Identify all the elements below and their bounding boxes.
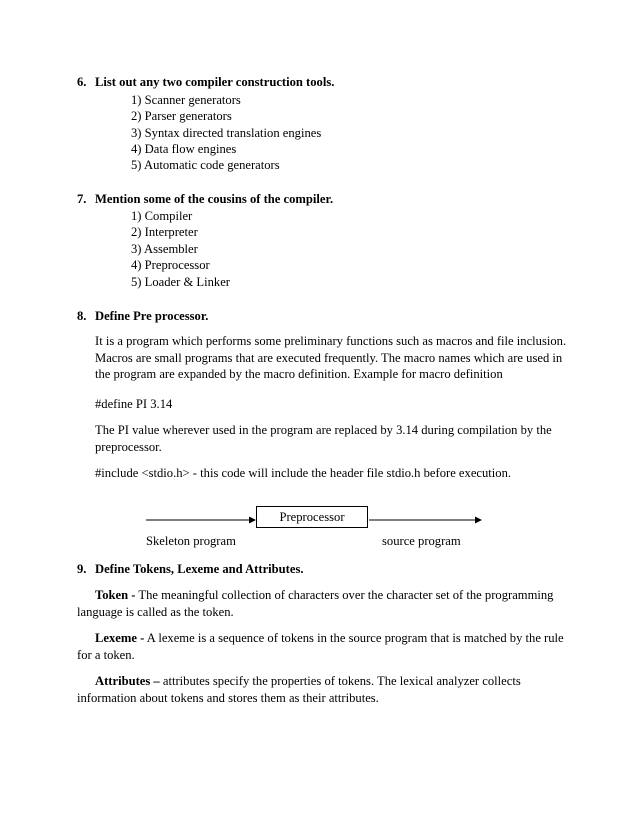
token-text: The meaningful collection of characters over the character set of the programming language is called as the token. <box>77 588 554 619</box>
list-item: 2) Parser generators <box>131 109 232 123</box>
q7-title: Mention some of the cousins of the compiler. <box>95 192 334 206</box>
list-item: 4) Data flow engines <box>131 142 237 156</box>
source-program-label: source program <box>382 534 461 548</box>
q8-include-example: #include <stdio.h> - this code will include the header file stdio.h before execution. <box>95 466 512 480</box>
list-item: 5) Automatic code generators <box>131 158 280 172</box>
list-item: 3) Syntax directed translation engines <box>131 126 322 140</box>
q8-number: 8. <box>77 309 87 323</box>
q8-paragraph-3: The PI value wherever used in the program are replaced by 3.14 during compilation by the preprocessor. <box>95 423 552 454</box>
q9-number: 9. <box>77 562 87 576</box>
list-item: 3) Assembler <box>131 242 198 256</box>
output-arrow-head <box>475 517 482 524</box>
list-item: 2) Interpreter <box>131 225 198 239</box>
q8-macro-example: #define PI 3.14 <box>95 397 173 411</box>
list-item: 5) Loader & Linker <box>131 275 230 289</box>
list-item: 4) Preprocessor <box>131 258 210 272</box>
q8-paragraph-1: It is a program which performs some preliminary functions such as macros and file inclusion. Macros are small programs that are executed frequently. The macro names which are used in the program are expanded by the macro definition. Example for macro definition <box>95 334 567 381</box>
skeleton-program-label: Skeleton program <box>146 534 236 548</box>
token-term: Token - <box>95 588 136 602</box>
attributes-definition <box>77 673 577 706</box>
q8-title: Define Pre processor. <box>95 309 209 323</box>
preprocessor-box: Preprocessor <box>256 506 368 528</box>
list-item: 1) Scanner generators <box>131 93 241 107</box>
token-definition <box>77 587 577 620</box>
lexeme-text: A lexeme is a sequence of tokens in the source program that is matched by the rule for a token. <box>77 631 564 662</box>
lexeme-definition <box>77 630 577 663</box>
attributes-term: Attributes – <box>95 674 160 688</box>
q6-title: List out any two compiler construction tools. <box>95 75 335 89</box>
input-arrow-head <box>249 517 256 524</box>
list-item: 1) Compiler <box>131 209 193 223</box>
attributes-text: attributes specify the properties of tokens. The lexical analyzer collects information about tokens and stores them as their attributes. <box>77 674 521 705</box>
q9-title: Define Tokens, Lexeme and Attributes. <box>95 562 304 576</box>
lexeme-term: Lexeme - <box>95 631 145 645</box>
q7-number: 7. <box>77 192 87 206</box>
q6-number: 6. <box>77 75 87 89</box>
